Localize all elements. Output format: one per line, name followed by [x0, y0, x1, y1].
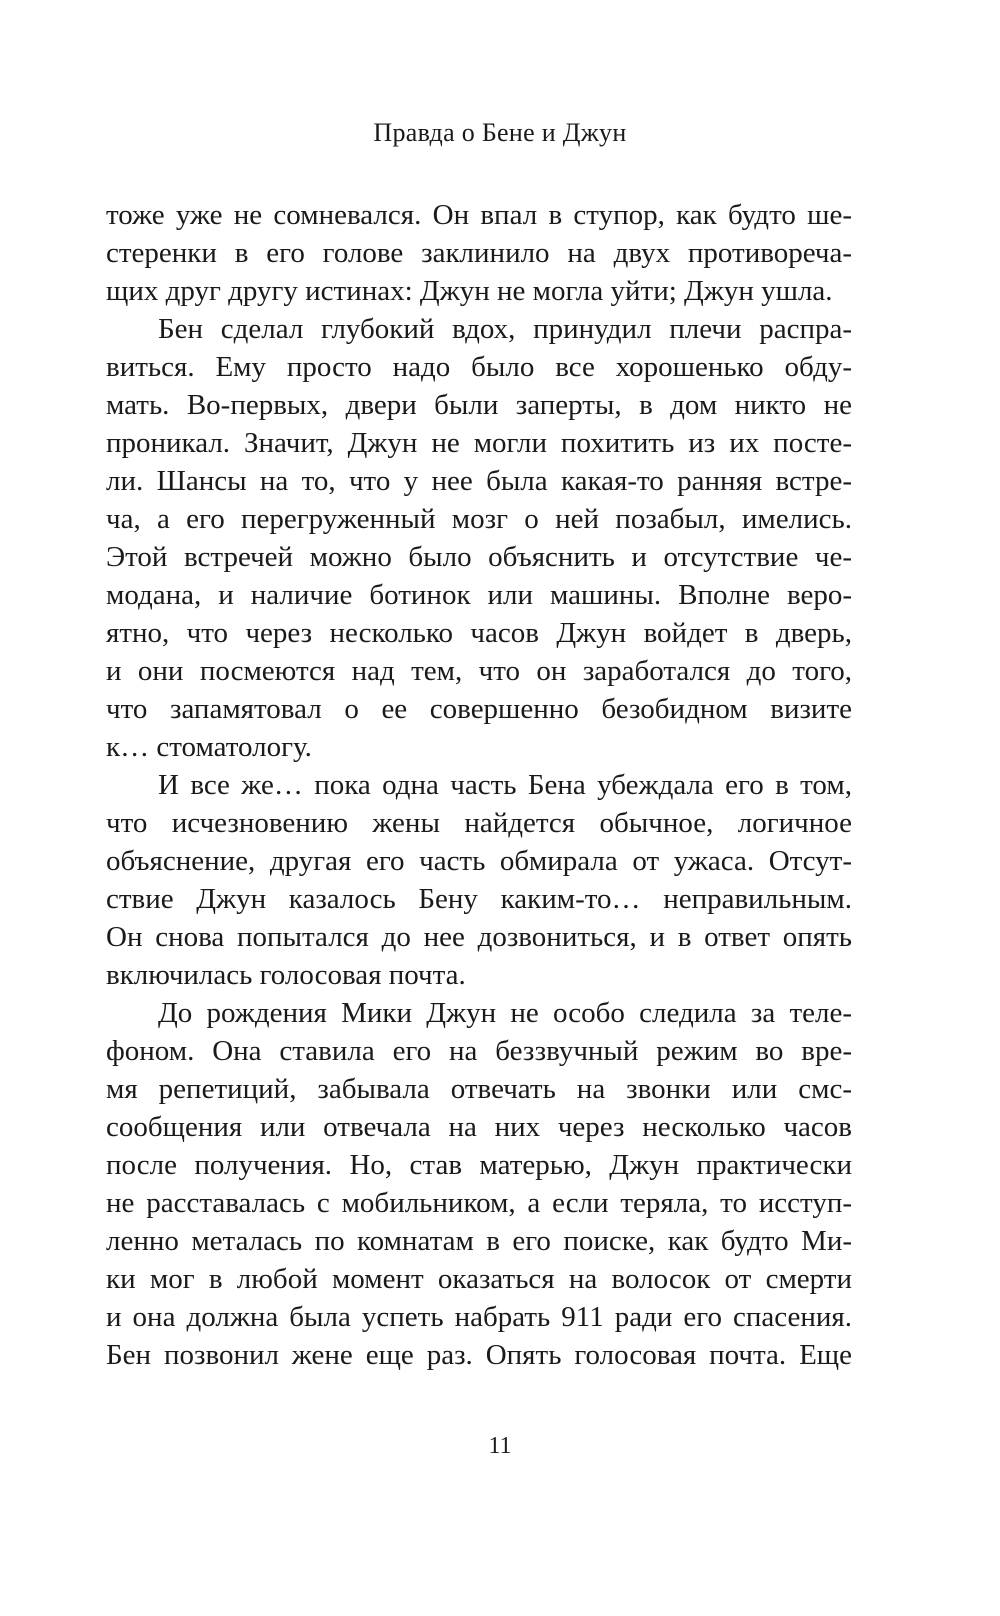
text-line: Этой встречей можно было объяснить и отсутствие че- [106, 541, 852, 573]
text-line: мя репетиций, забывала отвечать на звонки или смс- [106, 1073, 852, 1105]
text-line: тоже уже не сомневался. Он впал в ступор, как будто ше- [106, 199, 852, 231]
text-line: модана, и наличие ботинок или машины. Вполне веро- [106, 579, 852, 611]
text-line: ки мог в любой момент оказаться на волосок от смерти [106, 1263, 852, 1295]
text-line: До рождения Мики Джун не особо следила за теле- [158, 997, 852, 1029]
page-number: 11 [488, 1433, 512, 1459]
text-line: ятно, что через несколько часов Джун войдет в дверь, [106, 617, 852, 649]
text-line: включилась голосовая почта. [106, 959, 466, 991]
text-line: виться. Ему просто надо было все хорошенько обду- [106, 351, 852, 383]
text-line: Бен позвонил жене еще раз. Опять голосовая почта. Еще [106, 1339, 852, 1371]
text-line: ли. Шансы на то, что у нее была какая-то ранняя встре- [106, 465, 852, 497]
text-line: ствие Джун казалось Бену каким-то… неправильным. [106, 883, 852, 915]
text-line: и они посмеются над тем, что он заработался до того, [106, 655, 852, 687]
text-line: что запамятовал о ее совершенно безобидном визите [106, 693, 852, 725]
text-line: ча, а его перегруженный мозг о ней позабыл, имелись. [106, 503, 852, 535]
text-line: стеренки в его голове заклинило на двух противореча- [106, 237, 852, 269]
text-line: Он снова попытался до нее дозвониться, и в ответ опять [106, 921, 852, 953]
text-line: что исчезновению жены найдется обычное, логичное [106, 807, 852, 839]
text-line: и она должна была успеть набрать 911 ради его спасения. [106, 1301, 852, 1333]
text-line: Бен сделал глубокий вдох, принудил плечи распра- [158, 313, 852, 345]
text-line: ленно металась по комнатам в его поиске, как будто Ми- [106, 1225, 852, 1257]
text-line: фоном. Она ставила его на беззвучный режим во вре- [106, 1035, 852, 1067]
text-line: проникал. Значит, Джун не могли похитить из их посте- [106, 427, 852, 459]
text-line: к… стоматологу. [106, 731, 312, 763]
text-line: объяснение, другая его часть обмирала от ужаса. Отсут- [106, 845, 852, 877]
running-header: Правда о Бене и Джун [373, 118, 627, 147]
text-line: И все же… пока одна часть Бена убеждала его в том, [158, 769, 852, 801]
text-line: после получения. Но, став матерью, Джун практически [106, 1149, 852, 1181]
text-line: сообщения или отвечала на них через несколько часов [106, 1111, 852, 1143]
text-line: щих друг другу истинах: Джун не могла уйти; Джун ушла. [106, 275, 833, 307]
text-line: мать. Во-первых, двери были заперты, в дом никто не [106, 389, 852, 421]
body-text [106, 196, 852, 1374]
text-line: не расставалась с мобильником, а если теряла, то исступ- [106, 1187, 852, 1219]
